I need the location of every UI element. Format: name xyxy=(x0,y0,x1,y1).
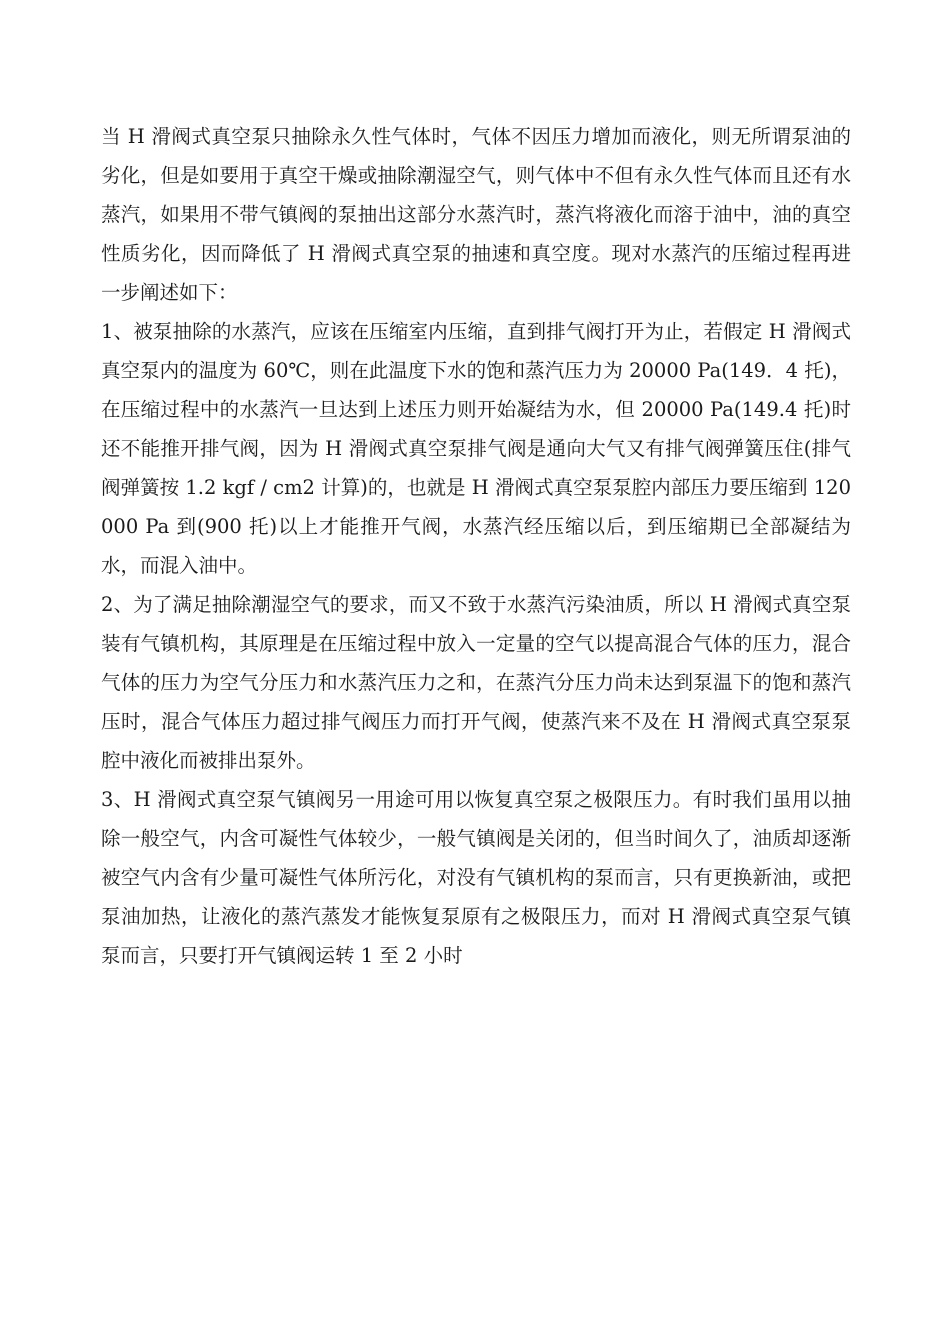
point-1-paragraph: 1、被泵抽除的水蒸汽，应该在压缩室内压缩，直到排气阀打开为止，若假定 H 滑阀式真空泵内的温度为 60℃，则在此温度下水的饱和蒸汽压力为 20000 Pa(149．4 托)，在压缩过程中的水蒸汽一旦达到上述压力则开始凝结为水，但 20000 Pa(149.4 托)时还不能推开排气阀，因为 H 滑阀式真空泵排气阀是通向大气又有排气阀弹簧压住(排气阀弹簧按 1.2 kgf / cm2 计算)的，也就是 H 滑阀式真空泵泵腔内部压力要压缩到 120000 Pa 到(900 托)以上才能推开气阀，水蒸汽经压缩以后，到压缩期已全部凝结为水，而混入油中。 xyxy=(101,320,851,577)
point-3-paragraph: 3、H 滑阀式真空泵气镇阀另一用途可用以恢复真空泵之极限压力。有时我们虽用以抽除一般空气，内含可凝性气体较少，一般气镇阀是关闭的，但当时间久了，油质却逐渐被空气内含有少量可凝性气体所污化，对没有气镇机构的泵而言，只有更换新油，或把泵油加热，让液化的蒸汽蒸发才能恢复泵原有之极限压力，而对 H 滑阀式真空泵气镇泵而言，只要打开气镇阀运转 1 至 2 小时 xyxy=(101,788,851,967)
point-2-paragraph: 2、为了满足抽除潮湿空气的要求，而又不致于水蒸汽污染油质，所以 H 滑阀式真空泵装有气镇机构，其原理是在压缩过程中放入一定量的空气以提高混合气体的压力，混合气体的压力为空气分压力和水蒸汽压力之和，在蒸汽分压力尚未达到泵温下的饱和蒸汽压时，混合气体压力超过排气阀压力而打开气阀，使蒸汽来不及在 H 滑阀式真空泵泵腔中液化而被排出泵外。 xyxy=(101,593,851,772)
intro-paragraph: 当 H 滑阀式真空泵只抽除永久性气体时，气体不因压力增加而液化，则无所谓泵油的劣化，但是如要用于真空干燥或抽除潮湿空气，则气体中不但有永久性气体而且还有水蒸汽，如果用不带气镇阀的泵抽出这部分水蒸汽时，蒸汽将液化而溶于油中，油的真空性质劣化，因而降低了 H 滑阀式真空泵的抽速和真空度。现对水蒸汽的压缩过程再进一步阐述如下： xyxy=(101,125,851,304)
document-body xyxy=(101,117,851,975)
